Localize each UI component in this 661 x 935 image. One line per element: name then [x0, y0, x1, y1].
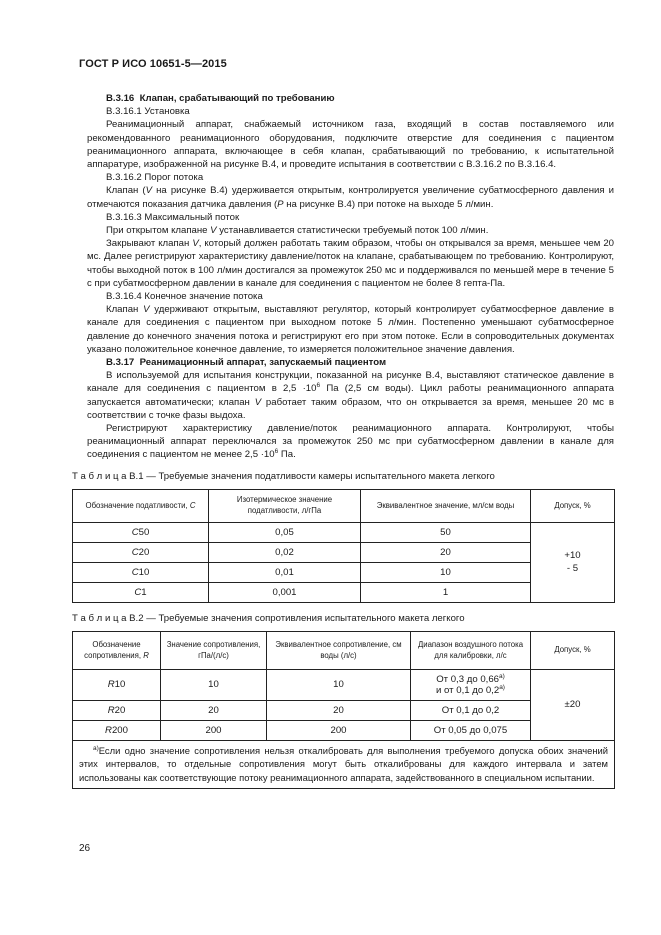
table-row: C50 0,05 50 +10 - 5	[73, 522, 615, 542]
section-b316-3-title: В.3.16.3 Максимальный поток	[106, 211, 240, 223]
table2-caption: Т а б л и ц а В.2 — Требуемые значения сопротивления испытательного макета легкого	[72, 612, 465, 624]
table2-tolerance: ±20	[531, 670, 615, 741]
table2-header-cell: Диапазон воздушного потока для калибровки, л/с	[411, 632, 531, 670]
section-b316-3-text1: При открытом клапане V устанавливается статистически требуемый поток 100 л/мин.	[106, 225, 489, 237]
table2	[72, 631, 615, 789]
table1-header-row	[73, 489, 615, 522]
section-b316-4-text: Клапан V удерживают открытым, выставляют регулятор, который контролирует субатмосферное давление в канале для соединения с пациентом при выходном потоке 5 л/мин. Постепенно уменьшают субатмосферное давление до конечного значения потока и регистрируют его при этом потоке. Если в сопроводительных документах указано положительное конечное давление, то измеряется положительное значение давления.	[87, 304, 614, 355]
section-b316-2-text: Клапан (V на рисунке В.4) удерживается открытым, контролируется увеличение субатмосферного давления и отмечаются показания датчика давления (P на рисунке В.4) при потоке на выходе 5 л/мин.	[87, 185, 614, 210]
section-b316-1-text: Реанимационный аппарат, снабжаемый источником газа, входящий в состав поставляемого или рекомендованного реанимационного оборудования, подключите отверстие для соединения с пациентом реанимационного аппарата, включающее в себя клапан, срабатывающий по требованию, к испытательной аппаратуре, изображенной на рисунке В.4, и проведите испытания в соответствии с В.3.16.2 по В.3.16.4.	[87, 119, 614, 171]
table2-header-cell: Эквивалентное сопротивление, см воды (л/с)	[267, 632, 411, 670]
section-b316-title: В.3.16 Клапан, срабатывающий по требованию	[106, 93, 335, 104]
section-b316-4-title: В.3.16.4 Конечное значение потока	[106, 291, 263, 303]
table2-footnote: $^{а)}$Если одно значение сопротивления нельзя откалибровать для выполнения требуемого допуска обоих значений этих интервалов, то отдельные сопротивления могут быть откалиброваны для каждого интервала и затем использованы как соответствующие потоку реанимационного аппарата, задействованного в специальном испытании.	[73, 741, 615, 789]
section-b317-title: В.3.17 Реанимационный аппарат, запускаемый пациентом	[106, 357, 387, 369]
section-b316-1-title: В.3.16.1 Установка	[106, 106, 190, 118]
table2-header-cell: Допуск, %	[531, 632, 615, 670]
table-row: C20 0,02 20	[73, 542, 615, 562]
table2-header-cell: Значение сопротивления, гПа/(л/с)	[161, 632, 267, 670]
table2-header-row	[73, 632, 615, 670]
table1-header-cell: Обозначение податливости, C	[73, 489, 209, 522]
section-b316-2-title: В.3.16.2 Порог потока	[106, 172, 204, 184]
section-b316-3-text2: Закрывают клапан V, который должен работать таким образом, чтобы он открывался за время, меньшее чем 20 мс. Далее регистрируют характеристику давление/поток на клапане, срабатывающем по требованию. Контролируют, чтобы выходной поток в 100 л/мин достигался за промежуток 250 мс и поддерживался по меньшей мере в течение 5 с при субатмосферном давлении в канале для соединения с пациентом не более 8 гепта-Па.	[87, 238, 615, 289]
table2-footnote-row	[73, 741, 615, 789]
table1-tolerance: +10 - 5	[531, 522, 615, 602]
section-b317-text1: В используемой для испытания конструкции, показанной на рисунке В.4, выставляют статическое давление в канале для соединения с пациентом в $2,5 \cdot 10^6$ Па (2,5 см воды). Цикл работы реанимационного аппарата запускается автоматически; клапан V работает таким образом, что он открывается за время, меньшее 20 мс в соответствии с точке фазы выдоха.	[87, 370, 614, 421]
table1-header-cell: Допуск, %	[531, 489, 615, 522]
table1-caption: Т а б л и ц а В.1 — Требуемые значения податливости камеры испытательного макета легкого	[72, 470, 495, 482]
table-row: R10 10 10 От 0,3 до $0,66^{а)}$ и от 0,1 до $0,2^{а)}$ ±20	[73, 670, 615, 701]
table1	[72, 489, 615, 603]
standard-header: ГОСТ Р ИСО 10651-5—2015	[79, 58, 227, 70]
table-row: R200 200 200 От 0,05 до 0,075	[73, 721, 615, 741]
table-row: C10 0,01 10	[73, 562, 615, 582]
table-row: R20 20 20 От 0,1 до 0,2	[73, 701, 615, 721]
table1-header-cell: Изотермическое значение податливости, л/гПа	[209, 489, 361, 522]
table2-header-cell: Обозначение сопротивления, R	[73, 632, 161, 670]
table1-header-cell: Эквивалентное значение, мл/см воды	[361, 489, 531, 522]
page-number: 26	[79, 843, 91, 854]
table-row: C1 0,001 1	[73, 582, 615, 602]
page-content	[72, 92, 615, 789]
section-b317-text2: Регистрируют характеристику давление/поток реанимационного аппарата. Контролируют, чтобы реанимационный аппарат переключался за промежуток 250 мс при субатмосферном давлении в канале для соединения с пациентом не менее $2,5 \cdot 10^6$ Па.	[87, 423, 614, 461]
